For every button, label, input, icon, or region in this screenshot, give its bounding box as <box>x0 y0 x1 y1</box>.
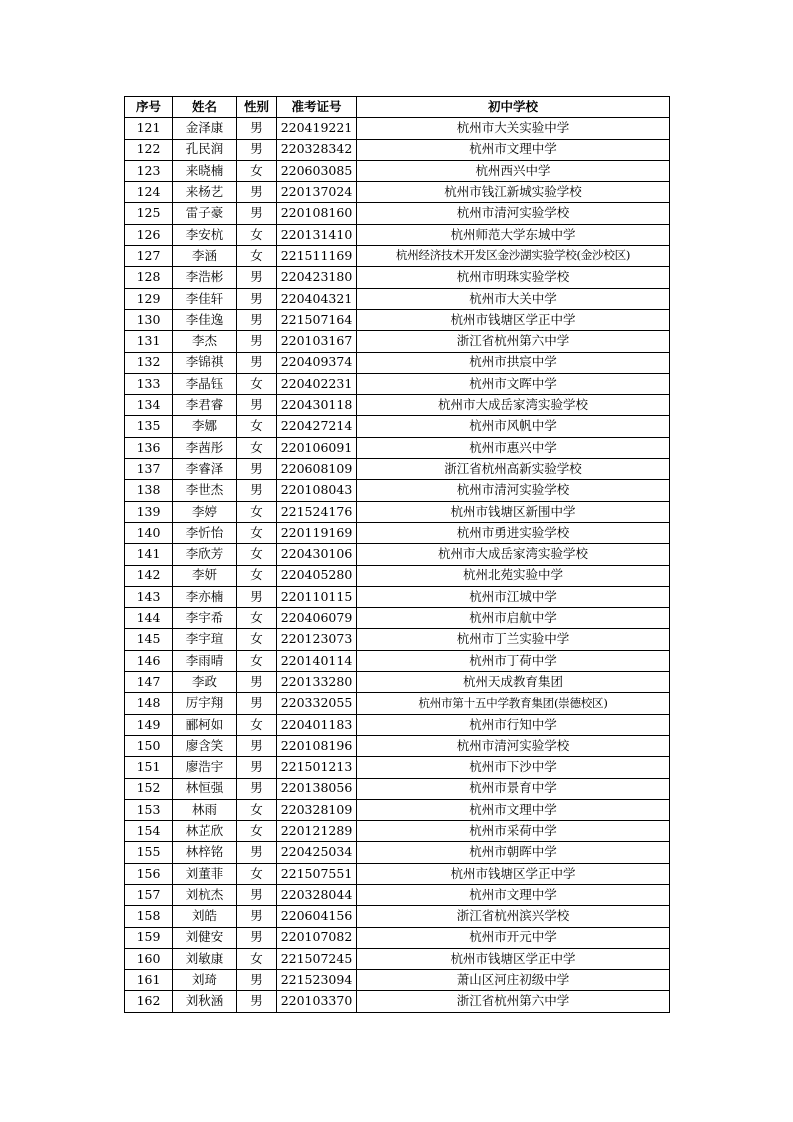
cell-name: 刘皓 <box>173 906 237 927</box>
cell-exam-id: 220140114 <box>277 650 357 671</box>
cell-seq: 154 <box>125 821 173 842</box>
table-row <box>125 522 670 543</box>
cell-exam-id: 220405280 <box>277 565 357 586</box>
cell-seq: 132 <box>125 352 173 373</box>
cell-seq: 135 <box>125 416 173 437</box>
cell-seq: 148 <box>125 693 173 714</box>
cell-gender: 男 <box>237 757 277 778</box>
cell-gender: 女 <box>237 501 277 522</box>
cell-seq: 136 <box>125 437 173 458</box>
table-row <box>125 650 670 671</box>
cell-seq: 144 <box>125 608 173 629</box>
table-row <box>125 203 670 224</box>
cell-exam-id: 220423180 <box>277 267 357 288</box>
cell-gender: 男 <box>237 693 277 714</box>
cell-gender: 女 <box>237 224 277 245</box>
cell-exam-id: 220332055 <box>277 693 357 714</box>
cell-name: 来晓楠 <box>173 160 237 181</box>
table-row <box>125 544 670 565</box>
cell-seq: 130 <box>125 309 173 330</box>
cell-school: 杭州市钱江新城实验学校 <box>357 182 670 203</box>
cell-exam-id: 220608109 <box>277 459 357 480</box>
cell-gender: 男 <box>237 352 277 373</box>
cell-name: 李君睿 <box>173 395 237 416</box>
table-row <box>125 139 670 160</box>
cell-school: 杭州市风帆中学 <box>357 416 670 437</box>
cell-school: 杭州市启航中学 <box>357 608 670 629</box>
cell-exam-id: 220328342 <box>277 139 357 160</box>
cell-name: 林芷欣 <box>173 821 237 842</box>
cell-school: 杭州市清河实验学校 <box>357 480 670 501</box>
cell-gender: 男 <box>237 118 277 139</box>
cell-seq: 156 <box>125 863 173 884</box>
cell-gender: 男 <box>237 331 277 352</box>
cell-school: 浙江省杭州第六中学 <box>357 991 670 1012</box>
table-row <box>125 948 670 969</box>
cell-gender: 女 <box>237 863 277 884</box>
header-name: 姓名 <box>173 97 237 118</box>
cell-gender: 女 <box>237 948 277 969</box>
cell-gender: 女 <box>237 416 277 437</box>
cell-gender: 男 <box>237 842 277 863</box>
cell-exam-id: 220107082 <box>277 927 357 948</box>
cell-gender: 男 <box>237 182 277 203</box>
cell-name: 廖浩宇 <box>173 757 237 778</box>
cell-school: 杭州师范大学东城中学 <box>357 224 670 245</box>
student-roster-table <box>124 96 670 1013</box>
cell-gender: 男 <box>237 778 277 799</box>
table-row <box>125 821 670 842</box>
cell-seq: 138 <box>125 480 173 501</box>
header-exam-id: 准考证号 <box>277 97 357 118</box>
cell-gender: 女 <box>237 714 277 735</box>
cell-exam-id: 220603085 <box>277 160 357 181</box>
cell-gender: 男 <box>237 139 277 160</box>
cell-name: 李浩彬 <box>173 267 237 288</box>
table-row <box>125 629 670 650</box>
cell-gender: 男 <box>237 459 277 480</box>
cell-gender: 男 <box>237 884 277 905</box>
cell-school: 杭州市朝晖中学 <box>357 842 670 863</box>
table-row <box>125 608 670 629</box>
table-row <box>125 480 670 501</box>
cell-seq: 152 <box>125 778 173 799</box>
cell-gender: 男 <box>237 735 277 756</box>
table-row <box>125 884 670 905</box>
cell-gender: 男 <box>237 906 277 927</box>
cell-name: 李欣芳 <box>173 544 237 565</box>
cell-seq: 139 <box>125 501 173 522</box>
table-row <box>125 224 670 245</box>
cell-seq: 146 <box>125 650 173 671</box>
cell-name: 李涵 <box>173 246 237 267</box>
cell-school: 杭州经济技术开发区金沙湖实验学校(金沙校区) <box>357 246 670 267</box>
cell-school: 杭州北苑实验中学 <box>357 565 670 586</box>
cell-school: 杭州市钱塘区新围中学 <box>357 501 670 522</box>
cell-school: 杭州市钱塘区学正中学 <box>357 863 670 884</box>
cell-seq: 162 <box>125 991 173 1012</box>
cell-exam-id: 221523094 <box>277 970 357 991</box>
cell-gender: 男 <box>237 480 277 501</box>
cell-name: 李政 <box>173 672 237 693</box>
cell-seq: 131 <box>125 331 173 352</box>
cell-gender: 女 <box>237 246 277 267</box>
table-row <box>125 842 670 863</box>
cell-school: 杭州市丁兰实验中学 <box>357 629 670 650</box>
cell-gender: 女 <box>237 522 277 543</box>
cell-exam-id: 220108196 <box>277 735 357 756</box>
cell-school: 杭州天成教育集团 <box>357 672 670 693</box>
cell-gender: 男 <box>237 203 277 224</box>
cell-school: 杭州市景育中学 <box>357 778 670 799</box>
table-row <box>125 352 670 373</box>
table-row <box>125 991 670 1012</box>
table-row <box>125 693 670 714</box>
cell-gender: 男 <box>237 395 277 416</box>
cell-gender: 男 <box>237 672 277 693</box>
cell-name: 李娜 <box>173 416 237 437</box>
cell-school: 杭州市钱塘区学正中学 <box>357 948 670 969</box>
cell-gender: 女 <box>237 608 277 629</box>
cell-seq: 125 <box>125 203 173 224</box>
cell-name: 李佳轩 <box>173 288 237 309</box>
table-row <box>125 735 670 756</box>
cell-exam-id: 220409374 <box>277 352 357 373</box>
cell-exam-id: 220401183 <box>277 714 357 735</box>
cell-seq: 157 <box>125 884 173 905</box>
table-row <box>125 309 670 330</box>
cell-exam-id: 220430118 <box>277 395 357 416</box>
table-row <box>125 416 670 437</box>
cell-exam-id: 220106091 <box>277 437 357 458</box>
cell-name: 刘琦 <box>173 970 237 991</box>
cell-exam-id: 220419221 <box>277 118 357 139</box>
cell-exam-id: 221501213 <box>277 757 357 778</box>
cell-exam-id: 220137024 <box>277 182 357 203</box>
table-row <box>125 395 670 416</box>
table-row <box>125 565 670 586</box>
cell-name: 李雨晴 <box>173 650 237 671</box>
cell-gender: 男 <box>237 970 277 991</box>
cell-gender: 女 <box>237 821 277 842</box>
cell-school: 杭州市惠兴中学 <box>357 437 670 458</box>
cell-school: 杭州市大关中学 <box>357 288 670 309</box>
cell-school: 杭州市文理中学 <box>357 139 670 160</box>
table-row <box>125 373 670 394</box>
cell-gender: 女 <box>237 437 277 458</box>
cell-seq: 160 <box>125 948 173 969</box>
cell-gender: 男 <box>237 927 277 948</box>
cell-seq: 140 <box>125 522 173 543</box>
cell-name: 郦柯如 <box>173 714 237 735</box>
table-row <box>125 501 670 522</box>
table-row <box>125 586 670 607</box>
table-row <box>125 459 670 480</box>
cell-name: 李宇希 <box>173 608 237 629</box>
cell-name: 林梓铭 <box>173 842 237 863</box>
cell-name: 李睿泽 <box>173 459 237 480</box>
table-row <box>125 799 670 820</box>
cell-name: 廖含笑 <box>173 735 237 756</box>
cell-name: 金泽康 <box>173 118 237 139</box>
cell-gender: 女 <box>237 629 277 650</box>
cell-school: 杭州市行知中学 <box>357 714 670 735</box>
cell-school: 杭州市江城中学 <box>357 586 670 607</box>
cell-school: 浙江省杭州高新实验学校 <box>357 459 670 480</box>
cell-name: 李婷 <box>173 501 237 522</box>
cell-seq: 147 <box>125 672 173 693</box>
cell-school: 浙江省杭州滨兴学校 <box>357 906 670 927</box>
table-body <box>125 118 670 1012</box>
cell-exam-id: 220103370 <box>277 991 357 1012</box>
cell-gender: 女 <box>237 373 277 394</box>
cell-name: 李杰 <box>173 331 237 352</box>
table-row <box>125 778 670 799</box>
cell-seq: 145 <box>125 629 173 650</box>
cell-school: 杭州市清河实验学校 <box>357 203 670 224</box>
table-row <box>125 927 670 948</box>
cell-gender: 女 <box>237 544 277 565</box>
cell-school: 杭州市钱塘区学正中学 <box>357 309 670 330</box>
table-row <box>125 118 670 139</box>
cell-school: 杭州西兴中学 <box>357 160 670 181</box>
cell-name: 来杨艺 <box>173 182 237 203</box>
cell-exam-id: 220328044 <box>277 884 357 905</box>
cell-name: 刘敏康 <box>173 948 237 969</box>
cell-school: 杭州市文理中学 <box>357 799 670 820</box>
cell-exam-id: 220108043 <box>277 480 357 501</box>
cell-gender: 女 <box>237 799 277 820</box>
cell-gender: 男 <box>237 267 277 288</box>
table-row <box>125 267 670 288</box>
cell-seq: 151 <box>125 757 173 778</box>
cell-gender: 男 <box>237 586 277 607</box>
header-gender: 性别 <box>237 97 277 118</box>
cell-seq: 143 <box>125 586 173 607</box>
cell-school: 杭州市采荷中学 <box>357 821 670 842</box>
cell-exam-id: 221507551 <box>277 863 357 884</box>
cell-exam-id: 220119169 <box>277 522 357 543</box>
cell-exam-id: 220133280 <box>277 672 357 693</box>
cell-name: 刘健安 <box>173 927 237 948</box>
cell-seq: 153 <box>125 799 173 820</box>
table-row <box>125 906 670 927</box>
cell-name: 刘杭杰 <box>173 884 237 905</box>
header-seq: 序号 <box>125 97 173 118</box>
cell-school: 杭州市丁荷中学 <box>357 650 670 671</box>
cell-school: 杭州市清河实验学校 <box>357 735 670 756</box>
cell-school: 杭州市大成岳家湾实验学校 <box>357 395 670 416</box>
cell-seq: 155 <box>125 842 173 863</box>
cell-seq: 150 <box>125 735 173 756</box>
cell-school: 杭州市下沙中学 <box>357 757 670 778</box>
cell-name: 李亦楠 <box>173 586 237 607</box>
cell-gender: 女 <box>237 160 277 181</box>
cell-school: 杭州市文理中学 <box>357 884 670 905</box>
cell-seq: 124 <box>125 182 173 203</box>
cell-name: 刘董菲 <box>173 863 237 884</box>
cell-name: 李佳逸 <box>173 309 237 330</box>
cell-exam-id: 220328109 <box>277 799 357 820</box>
table-row <box>125 970 670 991</box>
cell-name: 雷子豪 <box>173 203 237 224</box>
cell-name: 刘秋涵 <box>173 991 237 1012</box>
table-row <box>125 288 670 309</box>
cell-seq: 129 <box>125 288 173 309</box>
cell-gender: 女 <box>237 650 277 671</box>
table-row <box>125 182 670 203</box>
cell-exam-id: 221507245 <box>277 948 357 969</box>
cell-gender: 女 <box>237 565 277 586</box>
cell-seq: 128 <box>125 267 173 288</box>
table-row <box>125 160 670 181</box>
table-row <box>125 437 670 458</box>
cell-name: 李忻怡 <box>173 522 237 543</box>
table-row <box>125 863 670 884</box>
cell-name: 李锦祺 <box>173 352 237 373</box>
cell-exam-id: 220108160 <box>277 203 357 224</box>
cell-school: 杭州市第十五中学教育集团(崇德校区) <box>357 693 670 714</box>
cell-seq: 134 <box>125 395 173 416</box>
cell-school: 杭州市明珠实验学校 <box>357 267 670 288</box>
cell-gender: 男 <box>237 288 277 309</box>
cell-school: 杭州市开元中学 <box>357 927 670 948</box>
cell-school: 浙江省杭州第六中学 <box>357 331 670 352</box>
cell-school: 杭州市大成岳家湾实验学校 <box>357 544 670 565</box>
cell-seq: 142 <box>125 565 173 586</box>
cell-name: 李妍 <box>173 565 237 586</box>
cell-gender: 男 <box>237 309 277 330</box>
cell-seq: 158 <box>125 906 173 927</box>
cell-school: 杭州市勇进实验学校 <box>357 522 670 543</box>
cell-seq: 141 <box>125 544 173 565</box>
table-row <box>125 246 670 267</box>
cell-exam-id: 220604156 <box>277 906 357 927</box>
cell-exam-id: 220138056 <box>277 778 357 799</box>
cell-name: 林恒强 <box>173 778 237 799</box>
cell-exam-id: 220103167 <box>277 331 357 352</box>
cell-school: 萧山区河庄初级中学 <box>357 970 670 991</box>
cell-exam-id: 220427214 <box>277 416 357 437</box>
cell-seq: 123 <box>125 160 173 181</box>
cell-exam-id: 221524176 <box>277 501 357 522</box>
cell-name: 李宇瑄 <box>173 629 237 650</box>
cell-name: 李晶钰 <box>173 373 237 394</box>
cell-exam-id: 220121289 <box>277 821 357 842</box>
cell-name: 孔民润 <box>173 139 237 160</box>
cell-seq: 159 <box>125 927 173 948</box>
cell-name: 李安杭 <box>173 224 237 245</box>
header-school: 初中学校 <box>357 97 670 118</box>
table-row <box>125 672 670 693</box>
cell-school: 杭州市文晖中学 <box>357 373 670 394</box>
cell-exam-id: 220110115 <box>277 586 357 607</box>
cell-name: 李茜彤 <box>173 437 237 458</box>
cell-gender: 男 <box>237 991 277 1012</box>
cell-exam-id: 220406079 <box>277 608 357 629</box>
cell-exam-id: 221507164 <box>277 309 357 330</box>
cell-seq: 122 <box>125 139 173 160</box>
cell-name: 林雨 <box>173 799 237 820</box>
cell-seq: 149 <box>125 714 173 735</box>
cell-exam-id: 220425034 <box>277 842 357 863</box>
cell-exam-id: 220402231 <box>277 373 357 394</box>
table-header-row <box>125 97 670 118</box>
table-row <box>125 714 670 735</box>
cell-exam-id: 220123073 <box>277 629 357 650</box>
cell-exam-id: 221511169 <box>277 246 357 267</box>
cell-exam-id: 220404321 <box>277 288 357 309</box>
cell-exam-id: 220430106 <box>277 544 357 565</box>
cell-seq: 133 <box>125 373 173 394</box>
cell-seq: 121 <box>125 118 173 139</box>
cell-school: 杭州市大关实验中学 <box>357 118 670 139</box>
cell-seq: 127 <box>125 246 173 267</box>
cell-school: 杭州市拱宸中学 <box>357 352 670 373</box>
cell-seq: 126 <box>125 224 173 245</box>
cell-seq: 137 <box>125 459 173 480</box>
cell-exam-id: 220131410 <box>277 224 357 245</box>
cell-name: 厉宇翔 <box>173 693 237 714</box>
table-row <box>125 757 670 778</box>
table-row <box>125 331 670 352</box>
cell-seq: 161 <box>125 970 173 991</box>
cell-name: 李世杰 <box>173 480 237 501</box>
